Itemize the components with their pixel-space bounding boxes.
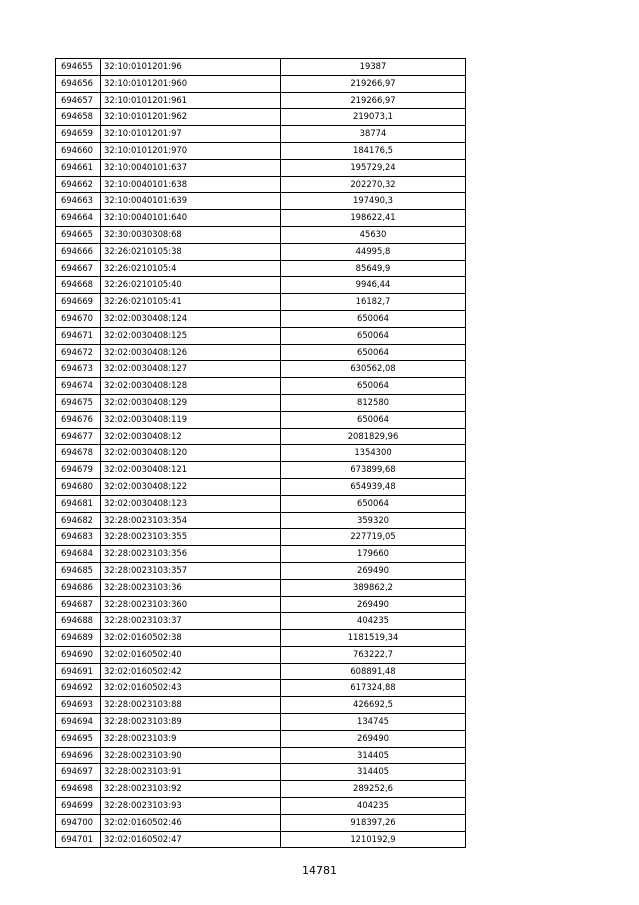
table-row [56, 781, 466, 798]
row-number-cell: 694695 [56, 730, 101, 747]
cadastral-number-cell: 32:26:0210105:41 [101, 294, 281, 311]
row-number-cell: 694674 [56, 378, 101, 395]
value-cell: 197490,3 [281, 193, 466, 210]
cadastral-number-cell: 32:02:0030408:126 [101, 344, 281, 361]
table-row [56, 663, 466, 680]
row-number-cell: 694683 [56, 529, 101, 546]
cadastral-number-cell: 32:10:0101201:960 [101, 75, 281, 92]
table-row [56, 411, 466, 428]
value-cell: 630562,08 [281, 361, 466, 378]
cadastral-number-cell: 32:28:0023103:88 [101, 697, 281, 714]
value-cell: 289252,6 [281, 781, 466, 798]
cadastral-number-cell: 32:28:0023103:360 [101, 596, 281, 613]
row-number-cell: 694692 [56, 680, 101, 697]
table-row [56, 529, 466, 546]
value-cell: 202270,32 [281, 176, 466, 193]
cadastral-number-cell: 32:10:0101201:961 [101, 92, 281, 109]
cadastral-number-cell: 32:02:0030408:123 [101, 495, 281, 512]
table-row [56, 562, 466, 579]
cadastral-number-cell: 32:28:0023103:357 [101, 562, 281, 579]
row-number-cell: 694658 [56, 109, 101, 126]
table-row [56, 193, 466, 210]
value-cell: 179660 [281, 546, 466, 563]
cadastral-number-cell: 32:02:0030408:119 [101, 411, 281, 428]
row-number-cell: 694664 [56, 210, 101, 227]
cadastral-number-cell: 32:02:0030408:12 [101, 428, 281, 445]
row-number-cell: 694679 [56, 462, 101, 479]
value-cell: 763222,7 [281, 646, 466, 663]
value-cell: 918397,26 [281, 814, 466, 831]
row-number-cell: 694701 [56, 831, 101, 848]
table-row [56, 327, 466, 344]
row-number-cell: 694681 [56, 495, 101, 512]
cadastral-number-cell: 32:10:0101201:97 [101, 126, 281, 143]
row-number-cell: 694698 [56, 781, 101, 798]
table-row [56, 546, 466, 563]
cadastral-number-cell: 32:28:0023103:91 [101, 764, 281, 781]
table-row [56, 596, 466, 613]
table-row [56, 764, 466, 781]
table-row [56, 310, 466, 327]
value-cell: 650064 [281, 378, 466, 395]
cadastral-number-cell: 32:02:0030408:121 [101, 462, 281, 479]
value-cell: 650064 [281, 310, 466, 327]
cadastral-number-cell: 32:02:0030408:128 [101, 378, 281, 395]
row-number-cell: 694676 [56, 411, 101, 428]
row-number-cell: 694689 [56, 630, 101, 647]
row-number-cell: 694696 [56, 747, 101, 764]
value-cell: 404235 [281, 613, 466, 630]
table-row [56, 260, 466, 277]
row-number-cell: 694677 [56, 428, 101, 445]
table-row [56, 109, 466, 126]
row-number-cell: 694688 [56, 613, 101, 630]
cadastral-number-cell: 32:28:0023103:90 [101, 747, 281, 764]
row-number-cell: 694657 [56, 92, 101, 109]
value-cell: 426692,5 [281, 697, 466, 714]
cadastral-number-cell: 32:28:0023103:92 [101, 781, 281, 798]
value-cell: 198622,41 [281, 210, 466, 227]
cadastral-number-cell: 32:10:0040101:637 [101, 159, 281, 176]
value-cell: 38774 [281, 126, 466, 143]
table-row [56, 630, 466, 647]
row-number-cell: 694661 [56, 159, 101, 176]
cadastral-number-cell: 32:02:0160502:43 [101, 680, 281, 697]
value-cell: 219266,97 [281, 92, 466, 109]
cadastral-number-cell: 32:10:0101201:970 [101, 142, 281, 159]
value-cell: 404235 [281, 798, 466, 815]
cadastral-number-cell: 32:28:0023103:356 [101, 546, 281, 563]
row-number-cell: 694693 [56, 697, 101, 714]
cadastral-number-cell: 32:02:0030408:127 [101, 361, 281, 378]
row-number-cell: 694666 [56, 243, 101, 260]
cadastral-number-cell: 32:10:0040101:638 [101, 176, 281, 193]
cadastral-number-cell: 32:02:0160502:47 [101, 831, 281, 848]
row-number-cell: 694660 [56, 142, 101, 159]
table-row [56, 714, 466, 731]
value-cell: 650064 [281, 411, 466, 428]
table-row [56, 747, 466, 764]
cadastral-number-cell: 32:28:0023103:37 [101, 613, 281, 630]
table-row [56, 613, 466, 630]
table-row [56, 59, 466, 76]
cadastral-number-cell: 32:26:0210105:38 [101, 243, 281, 260]
table-row [56, 277, 466, 294]
cadastral-number-cell: 32:26:0210105:40 [101, 277, 281, 294]
table-row [56, 798, 466, 815]
cadastral-number-cell: 32:02:0030408:125 [101, 327, 281, 344]
value-cell: 269490 [281, 730, 466, 747]
cadastral-number-cell: 32:10:0040101:639 [101, 193, 281, 210]
cadastral-number-cell: 32:10:0101201:962 [101, 109, 281, 126]
row-number-cell: 694662 [56, 176, 101, 193]
table-row [56, 697, 466, 714]
value-cell: 2081829,96 [281, 428, 466, 445]
row-number-cell: 694668 [56, 277, 101, 294]
table-row [56, 226, 466, 243]
table-row [56, 814, 466, 831]
cadastral-number-cell: 32:02:0160502:40 [101, 646, 281, 663]
cadastral-number-cell: 32:30:0030308:68 [101, 226, 281, 243]
value-cell: 1354300 [281, 445, 466, 462]
row-number-cell: 694665 [56, 226, 101, 243]
value-cell: 650064 [281, 344, 466, 361]
table-row [56, 176, 466, 193]
value-cell: 359320 [281, 512, 466, 529]
cadastral-number-cell: 32:02:0160502:46 [101, 814, 281, 831]
row-number-cell: 694694 [56, 714, 101, 731]
table-row [56, 294, 466, 311]
row-number-cell: 694690 [56, 646, 101, 663]
cadastral-number-cell: 32:28:0023103:89 [101, 714, 281, 731]
table-row [56, 126, 466, 143]
row-number-cell: 694670 [56, 310, 101, 327]
table-row [56, 680, 466, 697]
value-cell: 9946,44 [281, 277, 466, 294]
table-row [56, 92, 466, 109]
row-number-cell: 694691 [56, 663, 101, 680]
value-cell: 195729,24 [281, 159, 466, 176]
row-number-cell: 694672 [56, 344, 101, 361]
table-row [56, 142, 466, 159]
row-number-cell: 694656 [56, 75, 101, 92]
value-cell: 184176,5 [281, 142, 466, 159]
row-number-cell: 694699 [56, 798, 101, 815]
table-row [56, 512, 466, 529]
row-number-cell: 694687 [56, 596, 101, 613]
value-cell: 654939,48 [281, 478, 466, 495]
row-number-cell: 694675 [56, 394, 101, 411]
cadastral-number-cell: 32:28:0023103:354 [101, 512, 281, 529]
table-row [56, 445, 466, 462]
value-cell: 16182,7 [281, 294, 466, 311]
table-row [56, 378, 466, 395]
table-row [56, 243, 466, 260]
row-number-cell: 694682 [56, 512, 101, 529]
value-cell: 673899,68 [281, 462, 466, 479]
row-number-cell: 694684 [56, 546, 101, 563]
page-number: 14781 [302, 864, 337, 877]
row-number-cell: 694667 [56, 260, 101, 277]
cadastral-number-cell: 32:28:0023103:93 [101, 798, 281, 815]
table-body [56, 59, 466, 848]
table-row [56, 831, 466, 848]
row-number-cell: 694659 [56, 126, 101, 143]
cadastral-number-cell: 32:02:0030408:120 [101, 445, 281, 462]
table-row [56, 730, 466, 747]
row-number-cell: 694685 [56, 562, 101, 579]
row-number-cell: 694697 [56, 764, 101, 781]
row-number-cell: 694669 [56, 294, 101, 311]
value-cell: 1210192,9 [281, 831, 466, 848]
cadastral-number-cell: 32:02:0030408:129 [101, 394, 281, 411]
value-cell: 45630 [281, 226, 466, 243]
table-row [56, 428, 466, 445]
table-row [56, 478, 466, 495]
value-cell: 269490 [281, 562, 466, 579]
value-cell: 1181519,34 [281, 630, 466, 647]
row-number-cell: 694686 [56, 579, 101, 596]
value-cell: 269490 [281, 596, 466, 613]
row-number-cell: 694655 [56, 59, 101, 76]
value-cell: 227719,05 [281, 529, 466, 546]
cadastral-number-cell: 32:28:0023103:36 [101, 579, 281, 596]
value-cell: 19387 [281, 59, 466, 76]
cadastral-value-table [55, 58, 466, 848]
row-number-cell: 694673 [56, 361, 101, 378]
cadastral-number-cell: 32:02:0030408:124 [101, 310, 281, 327]
cadastral-number-cell: 32:28:0023103:9 [101, 730, 281, 747]
value-cell: 608891,48 [281, 663, 466, 680]
table-row [56, 394, 466, 411]
table-row [56, 579, 466, 596]
value-cell: 85649,9 [281, 260, 466, 277]
table-row [56, 462, 466, 479]
table-row [56, 646, 466, 663]
value-cell: 314405 [281, 764, 466, 781]
value-cell: 314405 [281, 747, 466, 764]
table-row [56, 344, 466, 361]
row-number-cell: 694678 [56, 445, 101, 462]
value-cell: 389862,2 [281, 579, 466, 596]
value-cell: 650064 [281, 495, 466, 512]
value-cell: 219266,97 [281, 75, 466, 92]
value-cell: 617324,88 [281, 680, 466, 697]
cadastral-number-cell: 32:02:0160502:38 [101, 630, 281, 647]
value-cell: 812580 [281, 394, 466, 411]
table-row [56, 495, 466, 512]
row-number-cell: 694671 [56, 327, 101, 344]
value-cell: 44995,8 [281, 243, 466, 260]
value-cell: 219073,1 [281, 109, 466, 126]
table-row [56, 159, 466, 176]
value-cell: 650064 [281, 327, 466, 344]
table-row [56, 75, 466, 92]
table-row [56, 361, 466, 378]
cadastral-number-cell: 32:10:0040101:640 [101, 210, 281, 227]
cadastral-number-cell: 32:10:0101201:96 [101, 59, 281, 76]
row-number-cell: 694680 [56, 478, 101, 495]
row-number-cell: 694700 [56, 814, 101, 831]
cadastral-number-cell: 32:02:0160502:42 [101, 663, 281, 680]
cadastral-number-cell: 32:28:0023103:355 [101, 529, 281, 546]
cadastral-number-cell: 32:02:0030408:122 [101, 478, 281, 495]
value-cell: 134745 [281, 714, 466, 731]
table-row [56, 210, 466, 227]
cadastral-number-cell: 32:26:0210105:4 [101, 260, 281, 277]
row-number-cell: 694663 [56, 193, 101, 210]
